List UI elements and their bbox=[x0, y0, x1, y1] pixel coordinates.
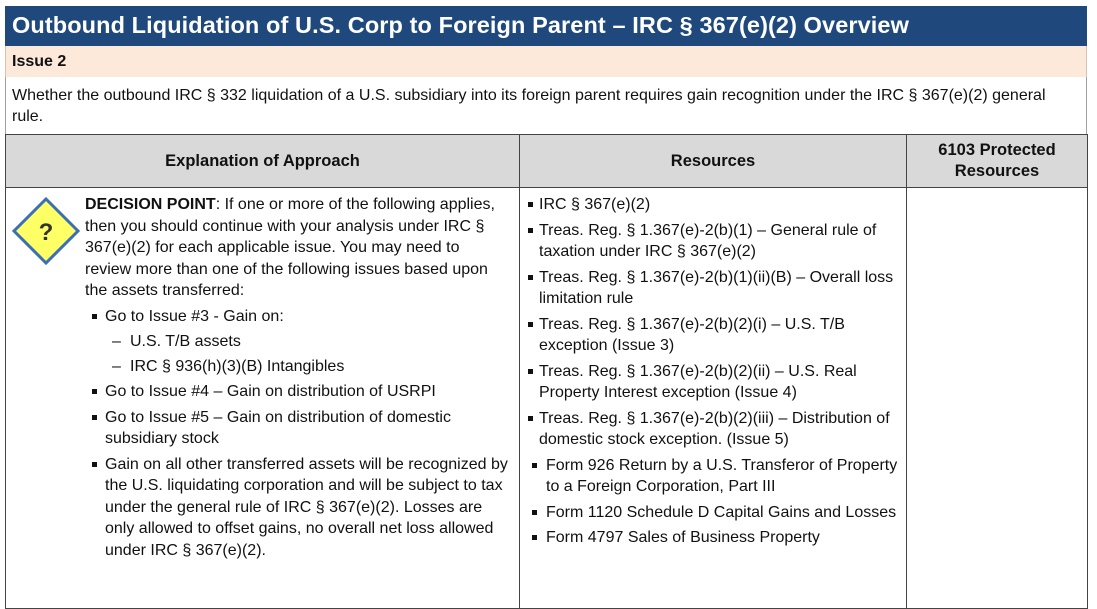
bullet-issue-5: Go to Issue #5 – Gain on distribution of domestic subsidiary stock bbox=[85, 407, 509, 450]
header-protected-resources-label: 6103 Protected Resources bbox=[938, 141, 1056, 180]
bullet-issue-4: Go to Issue #4 – Gain on distribution of USRPI bbox=[85, 381, 509, 403]
decision-point-label: DECISION POINT bbox=[85, 196, 216, 213]
page-title: Outbound Liquidation of U.S. Corp to Foreign Parent – IRC § 367(e)(2) Overview bbox=[5, 6, 1087, 46]
bullet-issue-3-text: Go to Issue #3 - Gain on: bbox=[105, 307, 284, 325]
resource-item: Form 1120 Schedule D Capital Gains and Losses bbox=[526, 502, 902, 524]
resource-item: IRC § 367(e)(2) bbox=[526, 194, 902, 216]
resource-item: Treas. Reg. § 1.367(e)-2(b)(2)(iii) – Distribution of domestic stock exception. (Issue 5) bbox=[526, 408, 902, 451]
header-protected-resources bbox=[907, 135, 1088, 188]
question-diamond-icon bbox=[12, 197, 80, 265]
decision-point-text bbox=[85, 188, 519, 561]
svg-text:?: ? bbox=[38, 219, 54, 246]
issue-label: Issue 2 bbox=[5, 46, 1087, 77]
sub-bullet-intangibles: – IRC § 936(h)(3)(B) Intangibles bbox=[105, 356, 509, 378]
decision-point-body: : If one or more of the following applies, then you should continue with your analysis under IRC § 367(e)(2) for each applicable issue. You may need to review more than one of the following issues based upon the assets transferred: bbox=[85, 196, 495, 299]
header-resources: Resources bbox=[520, 135, 907, 188]
decision-bullet-list bbox=[85, 306, 509, 562]
issue-description: Whether the outbound IRC § 332 liquidation of a U.S. subsidiary into its foreign parent requires gain recognition under the IRC § 367(e)(2) general rule. bbox=[5, 77, 1087, 134]
resource-item: Treas. Reg. § 1.367(e)-2(b)(2)(i) – U.S. T/B exception (Issue 3) bbox=[526, 314, 902, 357]
sub-bullet-tb-assets: – U.S. T/B assets bbox=[105, 331, 509, 353]
protected-resources-cell bbox=[907, 188, 1088, 609]
resource-item: Treas. Reg. § 1.367(e)-2(b)(1) – General rule of taxation under IRC § 367(e)(2) bbox=[526, 220, 902, 263]
resource-item: Treas. Reg. § 1.367(e)-2(b)(2)(ii) – U.S. Real Property Interest exception (Issue 4) bbox=[526, 361, 902, 404]
issue-3-sublist bbox=[105, 331, 509, 377]
approach-table bbox=[5, 134, 1088, 609]
bullet-other-assets: Gain on all other transferred assets will be recognized by the U.S. liquidating corporation and will be subject to tax under the general rule of IRC § 367(e)(2). Losses are only allowed to offset gains, no overall net loss allowed under IRC § 367(e)(2). bbox=[85, 454, 509, 562]
resources-cell bbox=[520, 188, 907, 609]
resource-item: Treas. Reg. § 1.367(e)-2(b)(1)(ii)(B) – Overall loss limitation rule bbox=[526, 267, 902, 310]
resource-item: Form 926 Return by a U.S. Transferor of Property to a Foreign Corporation, Part III bbox=[526, 455, 902, 498]
header-explanation: Explanation of Approach bbox=[6, 135, 520, 188]
resource-item: Form 4797 Sales of Business Property bbox=[526, 527, 902, 549]
explanation-cell bbox=[6, 188, 520, 609]
bullet-issue-3 bbox=[85, 306, 509, 378]
resources-list bbox=[526, 194, 902, 549]
